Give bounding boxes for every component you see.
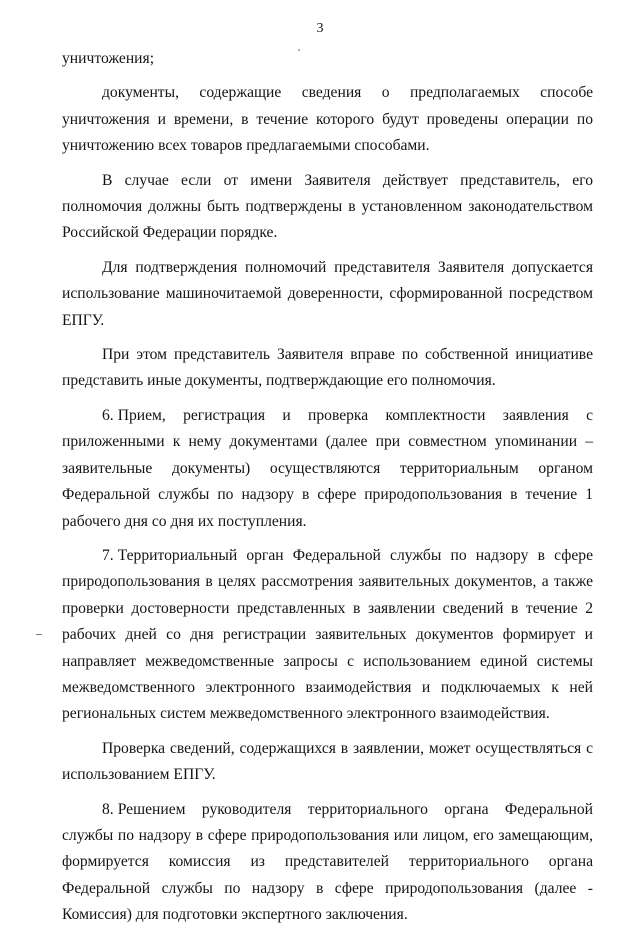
page-number: 3 bbox=[316, 21, 324, 36]
item-number: 7. bbox=[102, 546, 114, 564]
paragraph-representative bbox=[62, 168, 593, 247]
paragraph-text: Проверка сведений, содержащихся в заявлении, может осуществляться с использованием ЕПГУ. bbox=[62, 739, 593, 784]
paragraph-text: уничтожения; bbox=[62, 50, 155, 67]
paragraph-item-7 bbox=[62, 543, 593, 728]
paragraph-item-8 bbox=[62, 797, 593, 929]
paragraph-text: Прием, регистрация и проверка комплектности заявления с приложенными к нему документами (далее при совместном упоминании – заявительные документы) осуществляются территориальным органом Федеральной службы по надзору в сфере природопользования в течение 1 рабочего дня со дня их поступления. bbox=[62, 406, 593, 530]
paragraph-continuation bbox=[62, 46, 593, 72]
paragraph-text: При этом представитель Заявителя вправе по собственной инициативе представить иные документы, подтверждающие его полномочия. bbox=[62, 346, 593, 390]
item-number: 8. bbox=[102, 800, 114, 818]
paragraph-text: Решением руководителя территориального органа Федеральной службы по надзору в сфере природопользования или лицом, его замещающим, формируется комиссия из представителей территориального органа Федеральной службы по надзору в сфере природопользования (далее - Комиссия) для подготовки экспертного заключения. bbox=[62, 800, 593, 924]
paragraph-destruction-documents bbox=[62, 80, 593, 159]
margin-mark bbox=[36, 634, 42, 635]
paragraph-text: Территориальный орган Федеральной службы по надзору в сфере природопользования в целях рассмотрения заявительных документов, а также проверки достоверности представленных в заявлении сведений в течение 2 рабочих дней со дня регистрации заявительных документов формирует и направляет межведомственные запросы с использованием единой системы межведомственного электронного взаимодействия и подключаемых к ней региональных систем межведомственного электронного взаимодействия. bbox=[62, 546, 593, 723]
paragraph-verification-epgu bbox=[62, 736, 593, 789]
paragraph-text: документы, содержащие сведения о предполагаемых способе уничтожения и времени, в течение которого будут проведены операции по уничтожению всех товаров предлагаемыми способами. bbox=[62, 84, 593, 155]
paragraph-other-documents bbox=[62, 342, 593, 395]
item-number: 6. bbox=[102, 406, 114, 424]
paragraph-text: В случае если от имени Заявителя действует представитель, его полномочия должны быть подтверждены в установленном законодательством Российской Федерации порядке. bbox=[62, 171, 593, 242]
paragraph-text: Для подтверждения полномочий представителя Заявителя допускается использование машиночитаемой доверенности, сформированной посредством ЕПГУ. bbox=[62, 258, 593, 329]
document-body bbox=[62, 46, 593, 937]
paragraph-machine-readable-proxy bbox=[62, 255, 593, 334]
paragraph-item-6 bbox=[62, 403, 593, 535]
